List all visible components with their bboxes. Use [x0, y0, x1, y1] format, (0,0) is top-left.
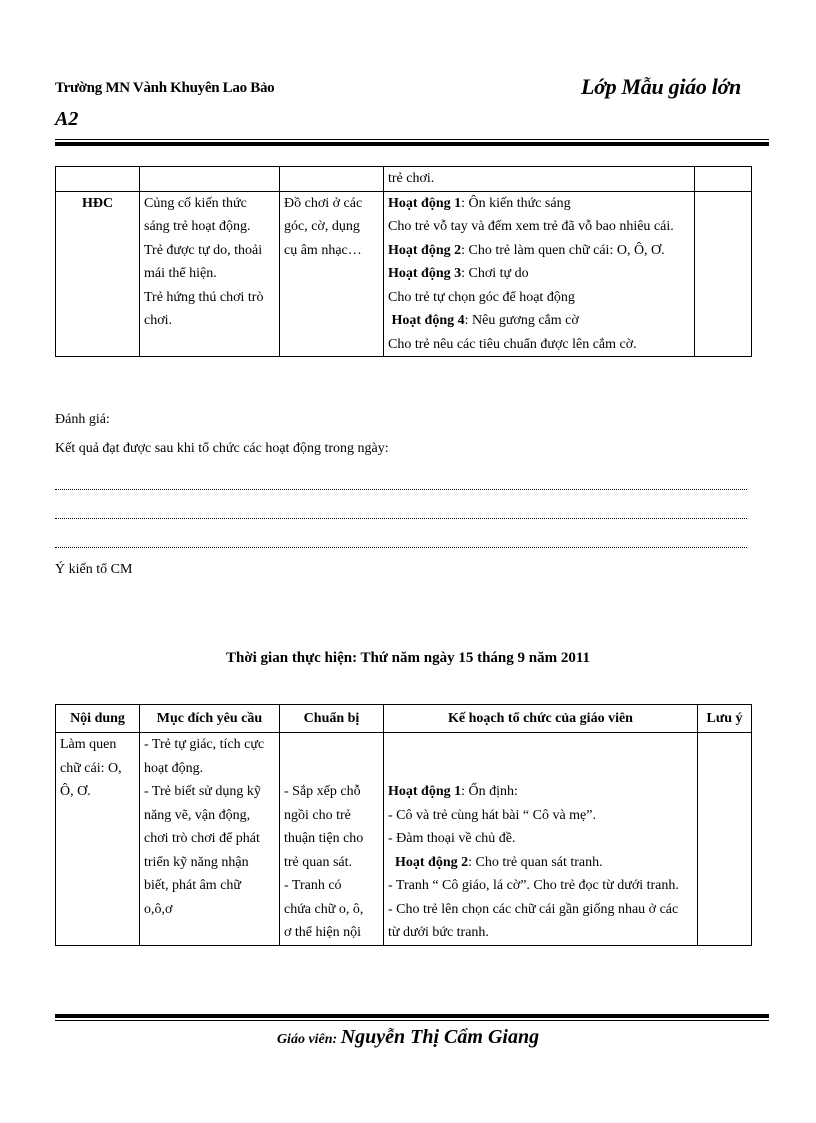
plan-line: Hoạt động 2: Cho trẻ quan sát tranh.: [391, 854, 603, 870]
purpose-line: - Trẻ tự giác, tích cực: [144, 737, 265, 752]
teacher-label: Giáo viên:: [276, 1032, 341, 1047]
opinion-label: Ý kiến tổ CM: [55, 562, 133, 577]
table-row: [56, 733, 752, 946]
note-cell: [695, 191, 752, 357]
class-name: Lớp Mẫu giáo lớn: [580, 74, 741, 99]
purpose-line: chơi.: [144, 313, 173, 328]
prep-line: ngồi cho trẻ: [284, 807, 351, 823]
table-header-row: [56, 705, 752, 733]
content-line: chữ cái: O,: [60, 760, 122, 776]
evaluation-label: Đánh giá:: [55, 412, 110, 427]
prep-line: - Tranh có: [284, 878, 342, 893]
footer-rule-thick: [55, 1014, 769, 1018]
prep-line: [284, 757, 379, 781]
plan-line: Hoạt động 2: Cho trẻ làm quen chữ cái: O, Ô, Ơ.: [388, 242, 665, 258]
purpose-line: triển kỹ năng nhận: [144, 854, 249, 870]
col-header: Kế hoạch tổ chức của giáo viên: [384, 705, 698, 733]
col-header: Lưu ý: [698, 705, 752, 733]
plan-line: Hoạt động 3: Chơi tự do: [388, 266, 529, 281]
note-cell: [698, 733, 752, 946]
dotted-line: [55, 546, 747, 548]
table-row: [56, 191, 752, 357]
teacher-name: Nguyễn Thị Cẩm Giang: [340, 1026, 540, 1048]
header-rule-thick: [55, 142, 769, 146]
plan-cell: [384, 191, 695, 357]
time-line: Thời gian thực hiện: Thứ năm ngày 15 tháng 9 năm 2011: [225, 650, 591, 666]
plan-line: - Đàm thoại về chủ đề.: [388, 831, 516, 846]
purpose-line: Trẻ được tự do, thoải: [144, 242, 263, 258]
class-code: A2: [55, 108, 79, 130]
purpose-cell: [140, 733, 280, 946]
purpose-line: năng vẽ, vận động,: [144, 807, 251, 823]
purpose-cell: [140, 191, 280, 357]
plan-cell: [384, 733, 698, 946]
purpose-line: sáng trẻ hoạt động.: [144, 219, 251, 234]
prep-line: góc, cờ, dụng: [284, 219, 360, 234]
plan-line: [388, 757, 693, 781]
purpose-line: mái thể hiện.: [144, 266, 217, 281]
activity-table-1: [55, 166, 752, 357]
content-line: Làm quen: [60, 737, 117, 752]
prep-line: ơ thể hiện nội: [284, 925, 361, 940]
col-header: Chuẩn bị: [280, 705, 384, 733]
prep-line: thuận tiện cho: [284, 831, 364, 846]
activity-table-2: [55, 704, 752, 946]
prep-line: chứa chữ o, ô,: [284, 901, 364, 917]
plan-line: - Cô và trẻ cùng hát bài “ Cô và mẹ”.: [388, 807, 596, 823]
prep-line: trẻ quan sát.: [284, 854, 353, 870]
footer-teacher: [0, 1026, 816, 1049]
purpose-line: Trẻ hứng thú chơi trò: [144, 289, 264, 305]
plan-line: Cho trẻ nêu các tiêu chuẩn được lên cắm cờ.: [388, 336, 637, 352]
plan-line: Hoạt động 1: Ôn kiến thức sáng: [388, 195, 571, 211]
plan-line: [388, 733, 693, 757]
content-line: Ô, Ơ.: [60, 784, 91, 799]
school-name: Trường MN Vành Khuyên Lao Bảo: [55, 80, 275, 96]
plan-line: Cho trẻ tự chọn góc để hoạt động: [388, 289, 575, 305]
purpose-line: biết, phát âm chữ: [144, 878, 242, 893]
plan-line: từ dưới bức tranh.: [388, 925, 489, 940]
purpose-line: hoạt động.: [144, 760, 204, 776]
prep-cell: [280, 191, 384, 357]
col-header: Mục đích yêu cầu: [140, 705, 280, 733]
activity-cell: HĐC: [56, 191, 140, 357]
prep-cell: [280, 733, 384, 946]
purpose-line: chơi trò chơi để phát: [144, 831, 260, 846]
prep-line: Đồ chơi ở các: [284, 195, 363, 211]
content-cell: [56, 733, 140, 946]
prep-line: [284, 733, 379, 757]
plan-line: - Tranh “ Cô giáo, lá cờ”. Cho trẻ đọc từ dưới tranh.: [388, 878, 679, 893]
dotted-line: [55, 488, 747, 490]
purpose-line: - Trẻ biết sử dụng kỹ: [144, 784, 261, 799]
table-row: [56, 167, 752, 192]
dotted-line: [55, 517, 747, 519]
purpose-line: o,ô,ơ: [144, 901, 173, 917]
continuation-text: trẻ chơi.: [384, 167, 695, 192]
prep-line: - Sắp xếp chỗ: [284, 784, 361, 799]
plan-line: - Cho trẻ lên chọn các chữ cái gần giống nhau ở các: [388, 901, 679, 917]
header-rule-thin: [55, 139, 769, 140]
plan-line: Cho trẻ vỗ tay và đếm xem trẻ đã vỗ bao nhiêu cái.: [388, 219, 674, 234]
plan-line: Hoạt động 4: Nêu gương cắm cờ: [391, 313, 579, 328]
evaluation-result: Kết quả đạt được sau khi tổ chức các hoạt động trong ngày:: [55, 441, 389, 456]
purpose-line: Củng cố kiến thức: [144, 195, 247, 211]
prep-line: cụ âm nhạc…: [284, 242, 362, 258]
footer-rule-thin: [55, 1020, 769, 1021]
plan-line: Hoạt động 1: Ổn định:: [388, 784, 518, 799]
col-header: Nội dung: [56, 705, 140, 733]
